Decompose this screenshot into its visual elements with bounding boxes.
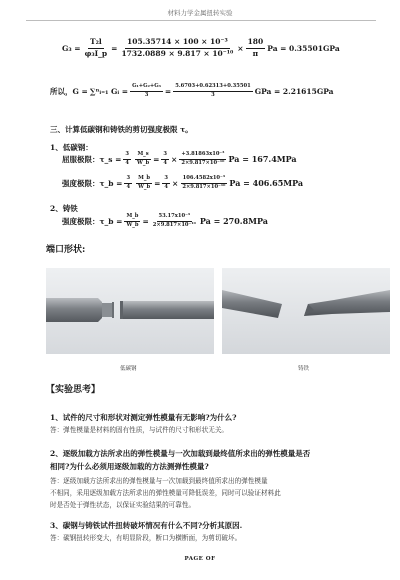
eq-g3-fraction-3	[246, 38, 266, 58]
eq-ci-strength-f1-num: M_b	[124, 214, 140, 222]
eq-ci-strength-f1-den: W_b	[126, 221, 139, 228]
eq-lc-strength-label: 强度极限：τ_b =	[62, 178, 123, 188]
eq-lc-strength-equals: =	[154, 178, 161, 188]
eq-yield-f4-num: +3.81863x10⁻³	[179, 152, 226, 160]
eq-lc-strength-f3-den: 4	[164, 183, 169, 190]
eq-lc-strength-f2-den: W_b	[138, 183, 151, 190]
eq-g-prefix: 所以，G =	[50, 86, 88, 96]
eq-lc-strength-times: ×	[172, 178, 179, 188]
eq-lc-strength-f4-den: 2×9.817×10⁻¹⁰	[182, 183, 226, 190]
equation-g-average	[50, 84, 334, 99]
fracture-shape-title: 端口形状:	[46, 245, 86, 255]
section-3-title: 三、计算低碳钢和铸铁的剪切强度极限 τ。	[50, 125, 193, 134]
equation-g3	[62, 38, 340, 58]
eq-ci-strength-f2	[151, 214, 198, 229]
eq-lc-strength-f3	[162, 176, 170, 191]
eq-g-f2-den: 3	[211, 91, 215, 98]
eq-g3-fraction-2	[119, 38, 235, 58]
answer-1: 答：弹性模量是材料的固有性质，与试件的尺寸和形状无关。	[50, 426, 229, 434]
eq-lc-strength-result: Pa = 406.65MPa	[229, 178, 304, 189]
eq-g3-result: Pa = 0.35501GPa	[267, 43, 340, 53]
header-divider	[26, 20, 376, 21]
eq-ci-strength-label: 强度极限：τ_b =	[62, 216, 123, 226]
answer-2-line-2: 不相同，采用逐级加载方法所求出的弹性模量可降低误差，同时可以验证材料此	[50, 489, 281, 497]
eq-ci-strength-result: Pa = 270.8MPa	[199, 216, 268, 227]
eq-yield-f4-den: 2×9.817×10⁻¹⁰	[181, 159, 225, 166]
eq-g3-f2-den: 1732.0889 × 9.817 × 10⁻¹⁰	[121, 48, 234, 58]
eq-yield-f2-num: M_s	[135, 152, 150, 160]
eq-yield-f3-num: 3	[161, 152, 169, 160]
eq-yield-equals: =	[153, 154, 160, 164]
eq-yield-f1-den: 4	[125, 159, 130, 166]
eq-g3-equals: =	[111, 43, 118, 53]
caption-cast-iron: 铸铁	[298, 366, 310, 372]
eq-g-f1-num: G₁+G₂+G₃	[130, 84, 163, 92]
eq-g-f2-num: 5.6703+0.62313+0.35501	[173, 84, 252, 92]
eq-ci-strength-equals: =	[142, 216, 149, 226]
answer-3: 答：碳钢扭转形变大，有明显阶段，断口为横断面，为剪切破坏。	[50, 534, 242, 542]
eq-g3-f2-num: 105.35714 × 100 × 10⁻³	[125, 38, 230, 49]
eq-g-fraction-1	[130, 84, 163, 99]
eq-lc-strength-f1-den: 4	[126, 183, 131, 190]
eq-yield-result: Pa = 167.4MPa	[228, 154, 297, 165]
question-1: 1、试件的尺寸和形状对测定弹性模量有无影响?为什么?	[50, 413, 237, 422]
eq-g3-f1-den: φ₃I_p	[84, 48, 108, 58]
eq-yield-f3-den: 4	[163, 159, 168, 166]
eq-lc-strength-f1-num: 3	[124, 176, 132, 184]
eq-g3-f1-num: T₂l	[88, 38, 104, 49]
eq-g3-f3-den: π	[252, 48, 259, 58]
eq-g3-f3-num: 180	[246, 38, 266, 49]
eq-yield-f2	[135, 152, 151, 167]
question-2-line-1: 2、逐级加载方法所求出的弹性模量与一次加载到最终值所求出的弹性模量是否	[50, 449, 311, 458]
caption-low-carbon-steel: 低碳钢	[120, 366, 137, 372]
eq-yield-f2-den: W_b	[137, 159, 150, 166]
photo-low-carbon-steel	[46, 268, 214, 354]
eq-g-fraction-2	[173, 84, 252, 99]
photo-cast-iron	[222, 268, 390, 354]
low-carbon-title: 1、低碳钢：	[50, 143, 93, 152]
page-header: 材料力学金属扭转实验	[167, 9, 233, 17]
eq-yield-label: 屈服极限：τ_s =	[62, 154, 122, 164]
eq-lc-strength-f4	[180, 176, 227, 191]
question-3: 3、碳钢与铸铁试件扭转破坏情况有什么不同?分析其原因.	[50, 521, 243, 530]
eq-lc-strength-f3-num: 3	[162, 176, 170, 184]
eq-lc-strength-f2	[136, 176, 152, 191]
equation-strength-limit-low-carbon	[62, 176, 303, 191]
eq-ci-strength-f2-num: 53.17x10⁻³	[157, 214, 193, 222]
eq-g-result: GPa = 2.21615GPa	[254, 86, 334, 96]
cast-iron-title: 2、铸铁	[50, 204, 78, 213]
eq-ci-strength-f1	[124, 214, 140, 229]
eq-yield-times: ×	[171, 154, 178, 164]
eq-lc-strength-f2-num: M_b	[136, 176, 152, 184]
eq-g-equals: =	[164, 86, 172, 96]
eq-g3-lhs: G₃ =	[62, 43, 81, 53]
eq-g3-times: ×	[237, 43, 244, 53]
thinking-section-title: 【实验思考】	[46, 385, 101, 395]
eq-g-sigma: ∑ⁿᵢ₌₁ Gᵢ =	[89, 86, 129, 96]
eq-yield-f1	[123, 152, 131, 167]
answer-2-line-3: 时是否处于弹性状态，以保证实验结果的可靠性。	[50, 501, 196, 509]
page-footer: PAGE OF	[184, 556, 216, 562]
eq-yield-f3	[161, 152, 169, 167]
eq-g3-fraction-1	[83, 38, 110, 58]
answer-2-line-1: 答：逐级加载方法所求出的弹性模量与一次加载到最终值所求出的弹性模量	[50, 477, 268, 485]
equation-strength-limit-cast-iron	[62, 214, 268, 229]
equation-yield-limit	[62, 152, 297, 167]
eq-ci-strength-f2-den: 2×9.817×10⁻¹⁰	[152, 221, 196, 228]
eq-lc-strength-f1	[124, 176, 132, 191]
eq-yield-f1-num: 3	[123, 152, 131, 160]
question-2-line-2: 相同?为什么必须用逐级加载的方法测弹性模量?	[50, 462, 209, 471]
eq-lc-strength-f4-num: 106.4582x10⁻³	[181, 176, 227, 184]
eq-g-f1-den: 3	[144, 91, 149, 98]
eq-yield-f4	[179, 152, 226, 167]
